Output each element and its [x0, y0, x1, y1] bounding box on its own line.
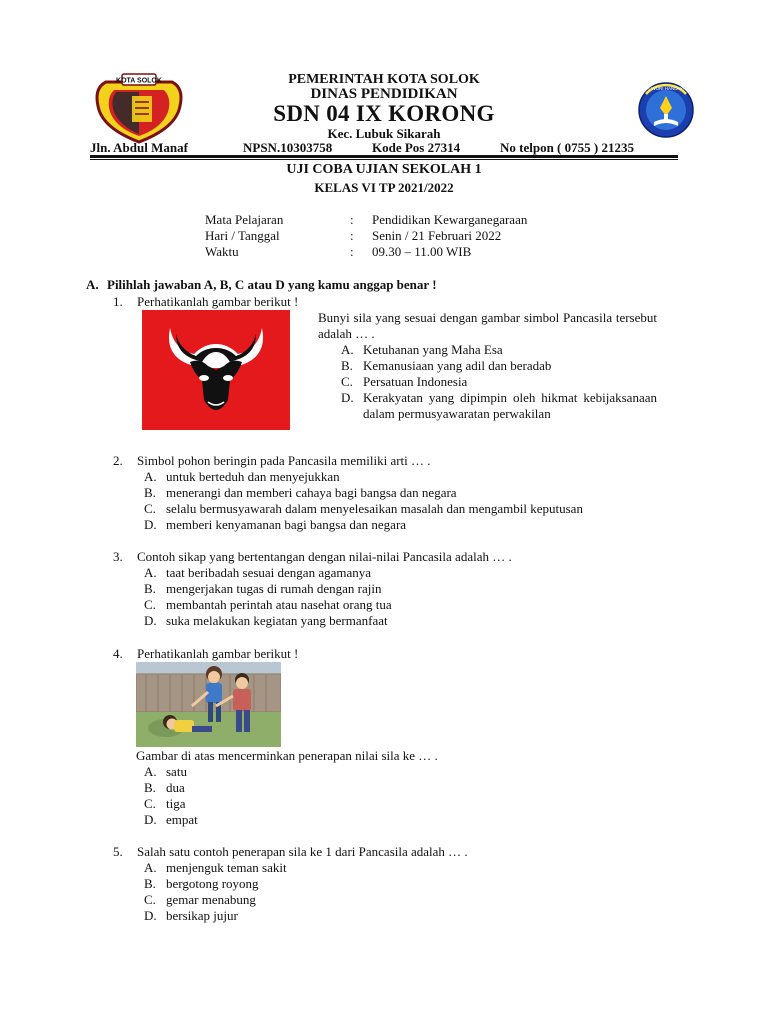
- postal-code: Kode Pos 27314: [372, 140, 461, 155]
- option-letter: B.: [341, 358, 353, 373]
- option-letter: A.: [144, 764, 157, 779]
- option-text: untuk berteduh dan menyejukkan: [166, 469, 340, 484]
- option-text: suka melakukan kegiatan yang bermanfaat: [166, 613, 388, 628]
- question-text: Salah satu contoh penerapan sila ke 1 dari Pancasila adalah … .: [137, 844, 468, 859]
- option-letter: C.: [341, 374, 353, 389]
- option-text: mengerjakan tugas di rumah dengan rajin: [166, 581, 382, 596]
- exam-title: UJI COBA UJIAN SEKOLAH 1: [286, 162, 482, 177]
- info-row: [205, 212, 527, 228]
- question-text: Simbol pohon beringin pada Pancasila memiliki arti … .: [137, 453, 431, 468]
- option-letter: A.: [144, 565, 157, 580]
- info-sep: :: [350, 244, 354, 259]
- option-text: dua: [166, 780, 185, 795]
- question-number: 3.: [113, 549, 123, 564]
- option-letter: A.: [144, 860, 157, 875]
- option-text: membantah perintah atau nasehat orang tua: [166, 597, 392, 612]
- phone: No telpon ( 0755 ) 21235: [500, 140, 634, 155]
- option-text: Ketuhanan yang Maha Esa: [363, 342, 503, 357]
- option-text: Kemanusiaan yang adil dan beradab: [363, 358, 552, 373]
- question-text: Perhatikanlah gambar berikut !: [137, 294, 299, 309]
- question-prompt: Bunyi sila yang sesuai dengan gambar simbol Pancasila tersebut adalah … .: [318, 310, 657, 341]
- question-prompt: Gambar di atas mencerminkan penerapan nilai sila ke … .: [136, 748, 438, 763]
- info-label: Hari / Tanggal: [205, 228, 280, 243]
- option-text: menerangi dan memberi cahaya bagi bangsa dan negara: [166, 485, 457, 500]
- option-letter: C.: [144, 597, 156, 612]
- npsn: NPSN.10303758: [243, 140, 333, 155]
- question-text: Perhatikanlah gambar berikut !: [137, 646, 299, 661]
- option-text: selalu bermusyawarah dalam menyelesaikan masalah dan mengambil keputusan: [166, 501, 583, 516]
- info-row: [205, 228, 527, 244]
- divider-thin: [90, 159, 678, 160]
- option-text: memberi kenyamanan bagi bangsa dan negara: [166, 517, 407, 532]
- option-text: tiga: [166, 796, 186, 811]
- option-text: empat: [166, 812, 198, 827]
- option-letter: B.: [144, 780, 156, 795]
- question-number: 2.: [113, 453, 123, 468]
- option-text: Kerakyatan yang dipimpin oleh hikmat kebijaksanaan dalam permusyawaratan perwakilan: [363, 390, 657, 421]
- info-label: Waktu: [205, 244, 239, 259]
- section-instruction: Pilihlah jawaban A, B, C atau D yang kamu anggap benar !: [107, 277, 437, 292]
- divider-thick: [90, 155, 678, 158]
- option-text: gemar menabung: [166, 892, 256, 907]
- info-row: [205, 244, 527, 260]
- option-text: Persatuan Indonesia: [363, 374, 468, 389]
- info-sep: :: [350, 212, 354, 227]
- address: Jln. Abdul Manaf: [90, 140, 188, 155]
- option-letter: A.: [144, 469, 157, 484]
- info-label: Mata Pelajaran: [205, 212, 284, 227]
- header-line-1: PEMERINTAH KOTA SOLOK: [288, 72, 480, 87]
- question-text: Contoh sikap yang bertentangan dengan nilai-nilai Pancasila adalah … .: [137, 549, 512, 564]
- option-letter: D.: [144, 908, 157, 923]
- info-sep: :: [350, 228, 354, 243]
- tut-wuri-logo: [632, 82, 700, 138]
- children-helping-image: [136, 662, 281, 747]
- exam-class: KELAS VI TP 2021/2022: [314, 180, 454, 195]
- option-text: bersikap jujur: [166, 908, 238, 923]
- option-text: bergotong royong: [166, 876, 259, 891]
- logo-lettering: KOTA SOLOK: [116, 77, 162, 85]
- option-letter: B.: [144, 581, 156, 596]
- option-letter: B.: [144, 485, 156, 500]
- info-value: Senin / 21 Februari 2022: [372, 228, 502, 243]
- exam-info-table: [205, 212, 527, 260]
- option-letter: B.: [144, 876, 156, 891]
- option-letter: D.: [144, 812, 157, 827]
- section-marker: A.: [86, 277, 99, 292]
- school-name: SDN 04 IX KORONG: [273, 101, 495, 126]
- question-number: 5.: [113, 844, 123, 859]
- option-text: menjenguk teman sakit: [166, 860, 287, 875]
- option-text: satu: [166, 764, 187, 779]
- logo-lettering: TUT WURI HANDAYANI: [641, 86, 691, 91]
- question-number: 1.: [113, 294, 123, 309]
- info-value: 09.30 – 11.00 WIB: [372, 244, 472, 259]
- option-text: taat beribadah sesuai dengan agamanya: [166, 565, 372, 580]
- option-letter: C.: [144, 892, 156, 907]
- district: Kec. Lubuk Sikarah: [327, 126, 441, 141]
- bull-head-image: [142, 310, 290, 430]
- option-letter: A.: [341, 342, 354, 357]
- option-letter: D.: [144, 517, 157, 532]
- option-letter: D.: [341, 390, 354, 405]
- option-letter: C.: [144, 796, 156, 811]
- option-letter: D.: [144, 613, 157, 628]
- header-line-2: DINAS PENDIDIKAN: [310, 86, 458, 102]
- question-number: 4.: [113, 646, 123, 661]
- info-value: Pendidikan Kewarganegaraan: [372, 212, 528, 227]
- option-letter: C.: [144, 501, 156, 516]
